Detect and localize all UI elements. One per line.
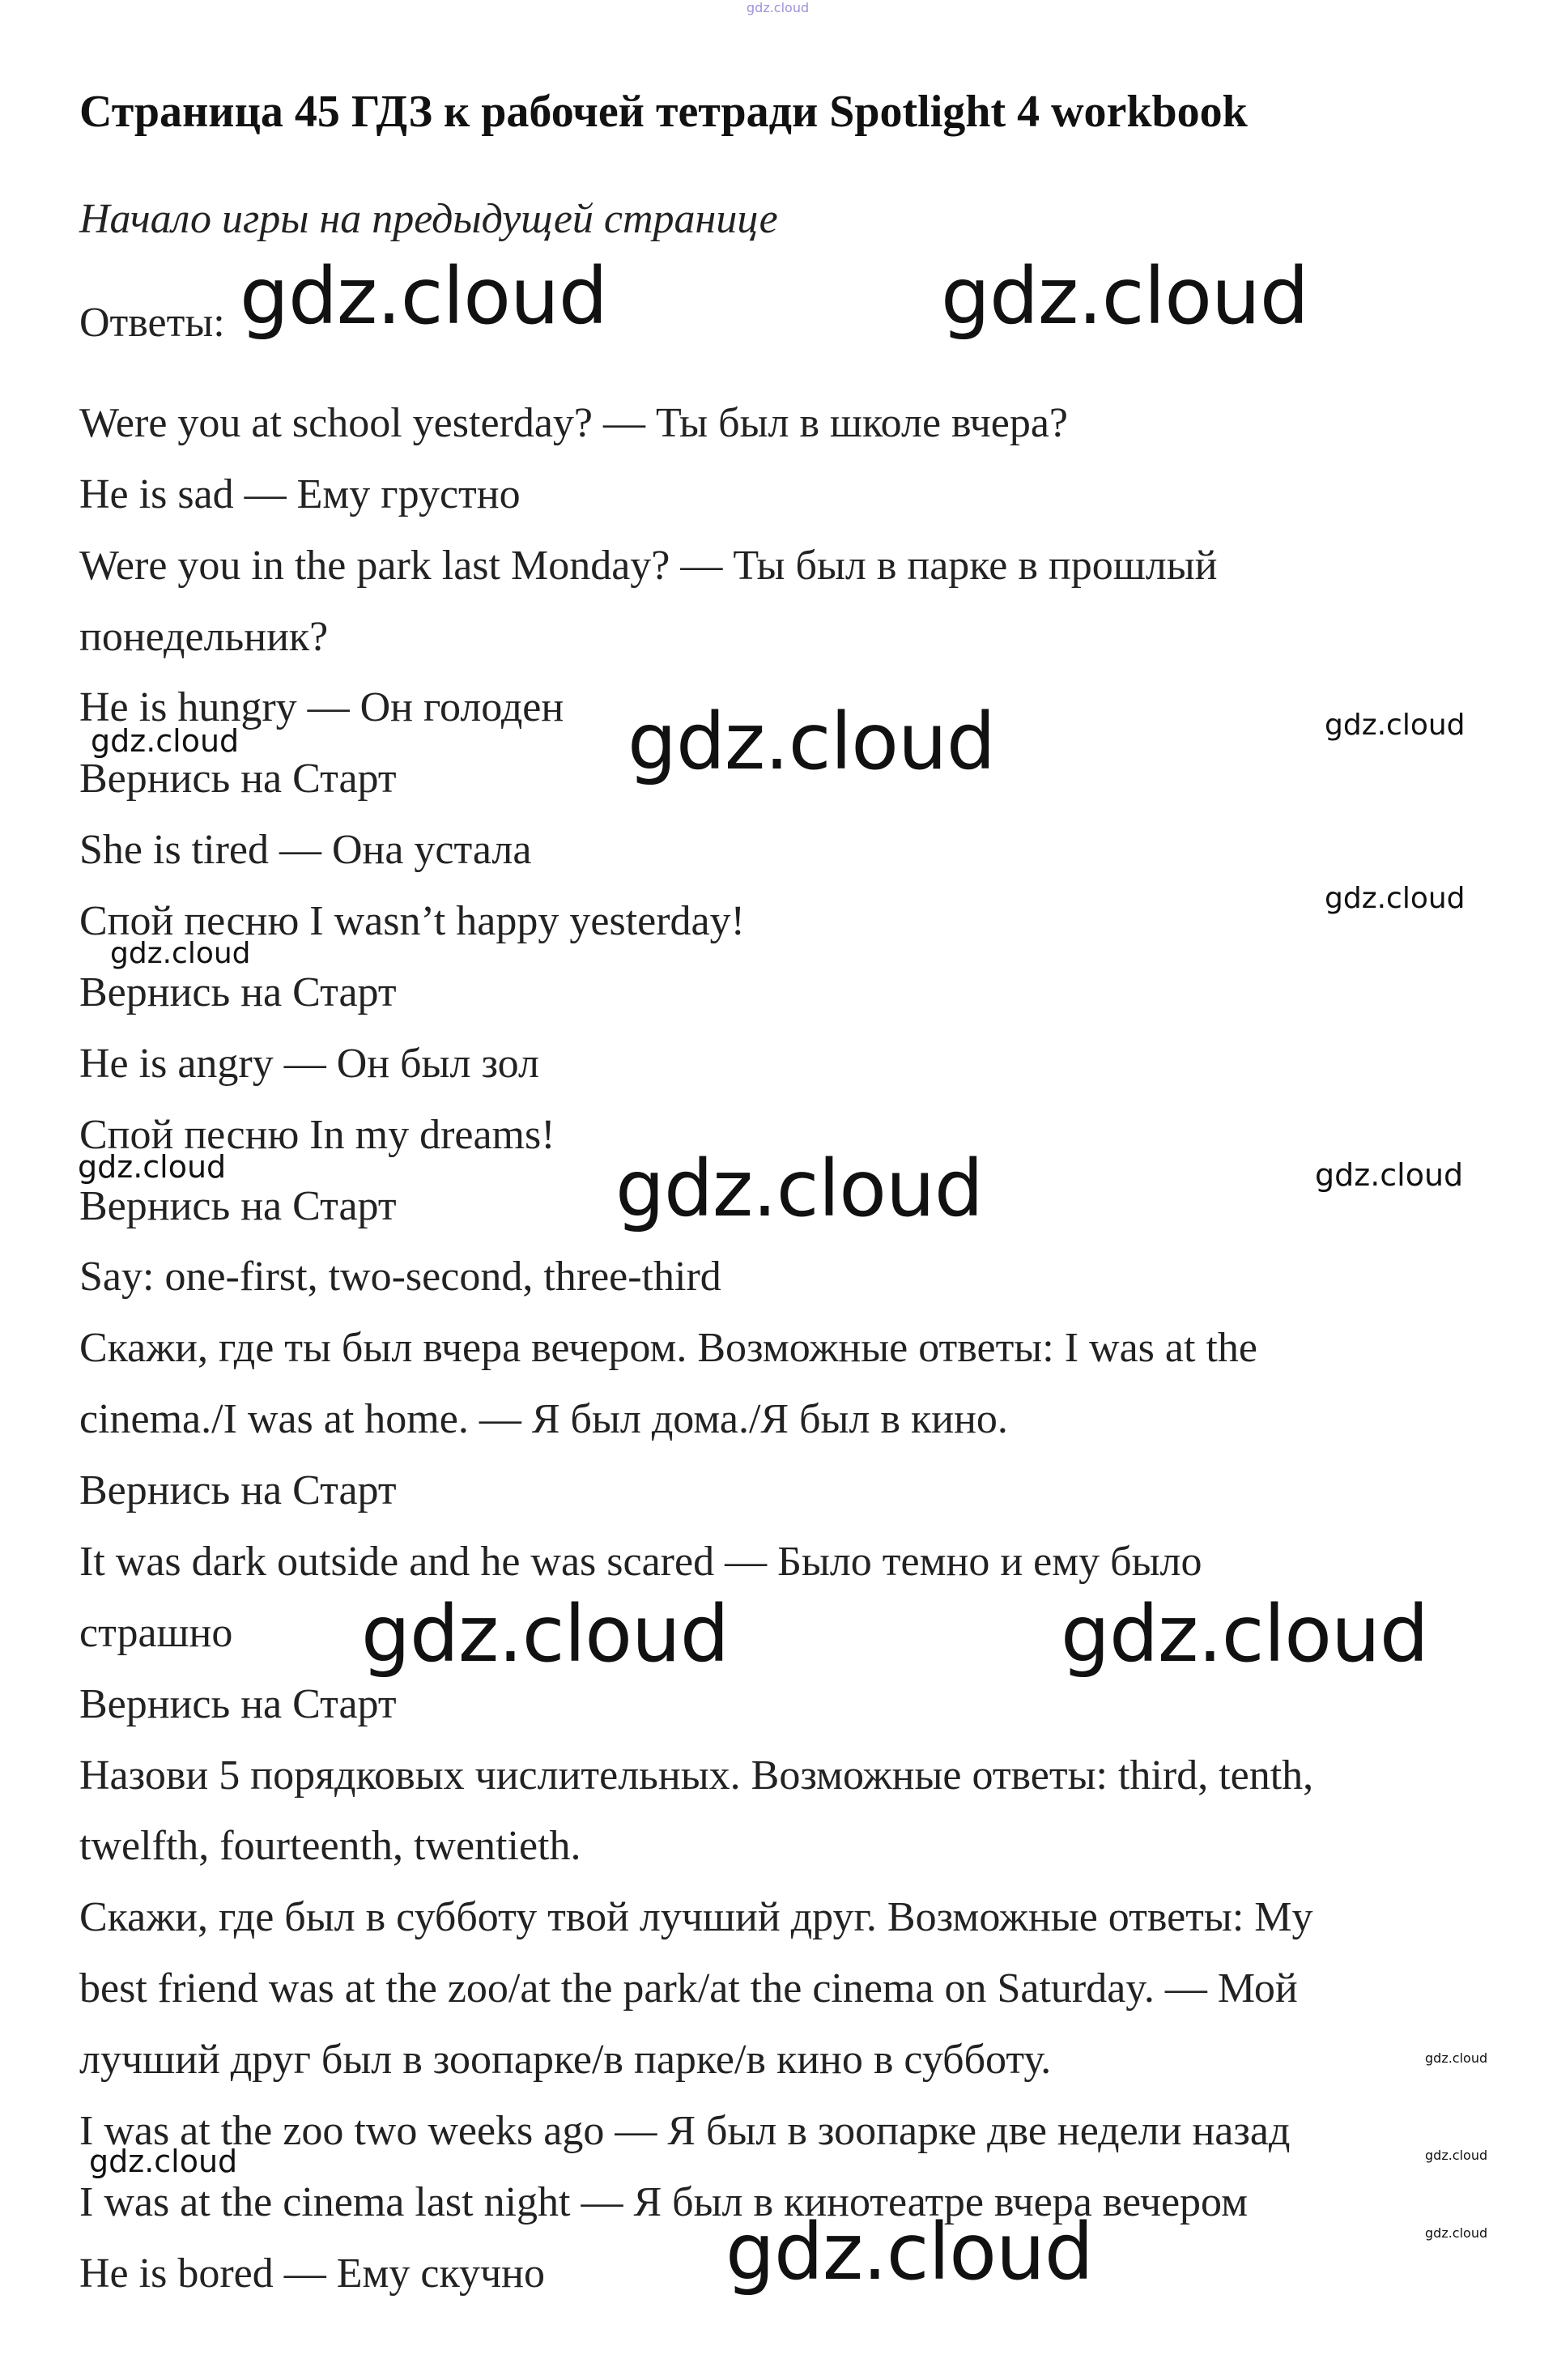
watermark: gdz.cloud	[1061, 1589, 1428, 1680]
answer-line: He is sad — Ему грустно	[79, 471, 521, 517]
answer-line: He is bored — Ему скучно	[79, 2250, 545, 2297]
watermark: gdz.cloud	[91, 723, 240, 759]
watermark: gdz.cloud	[110, 937, 251, 970]
answer-line: Скажи, где ты был вчера вечером. Возможные ответы: I was at the	[79, 1325, 1257, 1371]
answer-line: best friend was at the zoo/at the park/at the cinema on Saturday. — Мой	[79, 1965, 1298, 2012]
answer-line: Вернись на Старт	[79, 756, 397, 802]
answer-line: twelfth, fourteenth, twentieth.	[79, 1823, 581, 1869]
answer-line: He is hungry — Он голоден	[79, 684, 564, 730]
watermark: gdz.cloud	[1325, 709, 1466, 742]
answer-line: Вернись на Старт	[79, 969, 397, 1015]
answer-line: Вернись на Старт	[79, 1183, 397, 1229]
answer-line: cinema./I was at home. — Я был дома./Я был в кино.	[79, 1396, 1008, 1442]
watermark: gdz.cloud	[89, 2144, 238, 2179]
answer-line: лучший друг был в зоопарке/в парке/в кино в субботу.	[79, 2037, 1052, 2083]
answer-line: Were you at school yesterday? — Ты был в школе вчера?	[79, 400, 1068, 446]
answer-line: She is tired — Она устала	[79, 827, 532, 873]
answer-line: I was at the zoo two weeks ago — Я был в зоопарке две недели назад	[79, 2108, 1291, 2154]
top-watermark: gdz.cloud	[747, 0, 810, 15]
answer-line: Спой песню In my dreams!	[79, 1112, 555, 1158]
answer-line: Спой песню I wasn’t happy yesterday!	[79, 898, 745, 944]
answer-line: He is angry — Он был зол	[79, 1041, 539, 1087]
page-title: Страница 45 ГДЗ к рабочей тетради Spotlight 4 workbook	[79, 87, 1248, 137]
answer-line: I was at the cinema last night — Я был в кинотеатре вчера вечером	[79, 2179, 1248, 2225]
watermark: gdz.cloud	[1425, 2148, 1488, 2163]
watermark: gdz.cloud	[1425, 2225, 1488, 2241]
answer-line: Назови 5 порядковых числительных. Возможные ответы: third, tenth,	[79, 1752, 1314, 1799]
watermark: gdz.cloud	[725, 2207, 1093, 2297]
answer-line: It was dark outside and he was scared — Было темно и ему было	[79, 1539, 1202, 1585]
page-subtitle: Начало игры на предыдущей странице	[79, 196, 778, 242]
watermark: gdz.cloud	[1315, 1157, 1464, 1193]
watermark: gdz.cloud	[941, 251, 1308, 342]
watermark: gdz.cloud	[240, 251, 607, 342]
answer-line: страшно	[79, 1610, 233, 1656]
watermark: gdz.cloud	[615, 1143, 983, 1234]
answers-label: Ответы:	[79, 300, 225, 346]
watermark: gdz.cloud	[1425, 2050, 1488, 2066]
watermark: gdz.cloud	[78, 1149, 227, 1185]
watermark: gdz.cloud	[1325, 882, 1466, 915]
watermark: gdz.cloud	[361, 1589, 729, 1680]
answer-line: Скажи, где был в субботу твой лучший друг. Возможные ответы: My	[79, 1894, 1313, 1940]
answer-line: Say: one-first, two-second, three-third	[79, 1254, 721, 1300]
answer-line: понедельник?	[79, 614, 329, 660]
watermark: gdz.cloud	[627, 696, 995, 787]
answer-line: Вернись на Старт	[79, 1681, 397, 1727]
answer-line: Вернись на Старт	[79, 1467, 397, 1514]
answer-line: Were you in the park last Monday? — Ты был в парке в прошлый	[79, 543, 1218, 589]
